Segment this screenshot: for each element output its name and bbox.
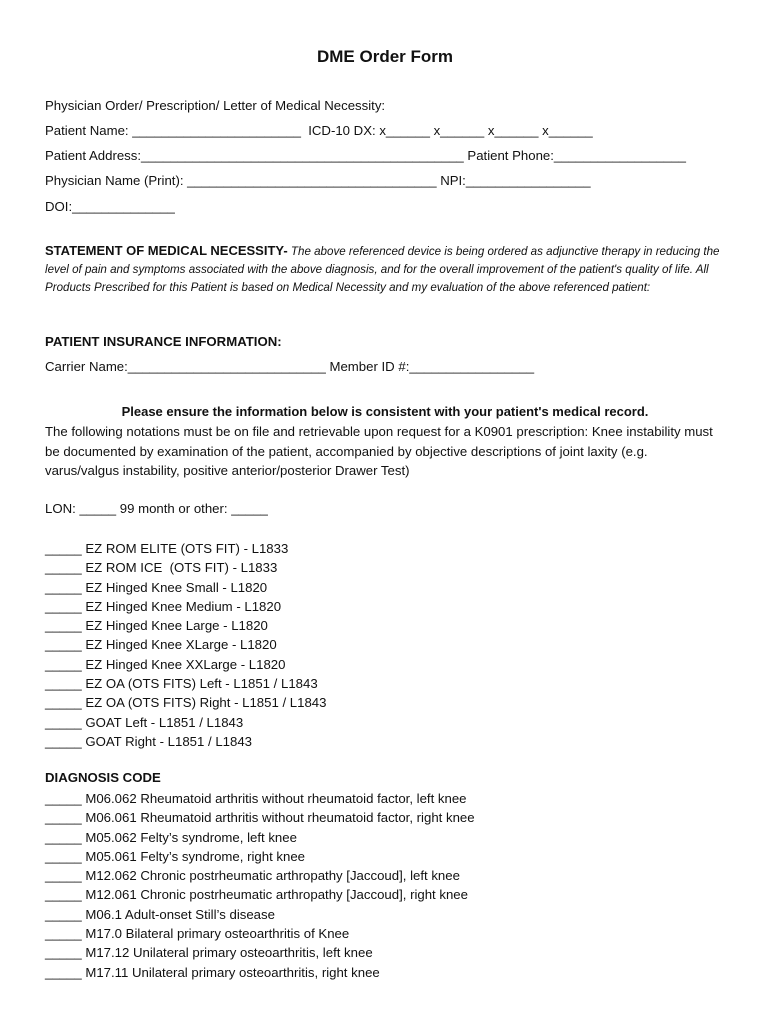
patient-address-line: Patient Address:____________________________________________ Patient Phone:__________________ bbox=[45, 148, 686, 163]
statement-of-medical-necessity bbox=[45, 242, 725, 297]
list-item: _____ M06.1 Adult-onset Still’s disease bbox=[45, 906, 275, 922]
list-item: _____ EZ OA (OTS FITS) Left - L1851 / L1843 bbox=[45, 676, 318, 692]
diagnosis-heading: DIAGNOSIS CODE bbox=[45, 770, 161, 785]
list-item: _____ EZ Hinged Knee XXLarge - L1820 bbox=[45, 656, 286, 672]
list-item: _____ EZ Hinged Knee Large - L1820 bbox=[45, 618, 268, 634]
list-item: _____ M17.0 Bilateral primary osteoarthritis of Knee bbox=[45, 926, 350, 942]
list-item: _____ EZ ROM ELITE (OTS FIT) - L1833 bbox=[45, 541, 289, 556]
list-item: _____ M05.062 Felty’s syndrome, left knee bbox=[45, 829, 297, 845]
list-item: _____ EZ Hinged Knee XLarge - L1820 bbox=[45, 637, 277, 653]
statement-body: The above referenced device is being ordered as adjunctive therapy in reducing the level of pain and symptoms associated with the above diagnosis, and for the overall improvement of the patient's quality of life. All Products Prescribed for this Patient is based on Medical Necessity and my evaluation of the above referenced patient: bbox=[45, 245, 720, 294]
list-item: _____ GOAT Right - L1851 / L1843 bbox=[45, 733, 252, 749]
list-item: _____ EZ OA (OTS FITS) Right - L1851 / L1843 bbox=[45, 695, 327, 711]
statement-heading: STATEMENT OF MEDICAL NECESSITY- bbox=[45, 243, 288, 258]
doi-line: DOI:______________ bbox=[45, 199, 175, 214]
list-item: _____ EZ Hinged Knee Small - L1820 bbox=[45, 579, 268, 595]
page-title: DME Order Form bbox=[316, 47, 454, 66]
patient-name-line: Patient Name: _______________________ ICD-10 DX: x______ x______ x______ x______ bbox=[45, 123, 593, 138]
order-line: Physician Order/ Prescription/ Letter of Medical Necessity: bbox=[45, 98, 386, 113]
list-item: _____ M05.061 Felty’s syndrome, right knee bbox=[45, 848, 305, 864]
diagnosis-list bbox=[45, 789, 475, 982]
list-item: _____ M17.12 Unilateral primary osteoarthritis, left knee bbox=[45, 945, 373, 961]
list-item: _____ M12.061 Chronic postrheumatic arthropathy [Jaccoud], right knee bbox=[45, 887, 468, 903]
lon-line: LON: _____ 99 month or other: _____ bbox=[45, 501, 268, 516]
list-item: _____ M06.062 Rheumatoid arthritis without rheumatoid factor, left knee bbox=[45, 791, 467, 806]
list-item: _____ M06.061 Rheumatoid arthritis without rheumatoid factor, right knee bbox=[45, 810, 475, 826]
list-item: _____ GOAT Left - L1851 / L1843 bbox=[45, 714, 244, 730]
notice-body: The following notations must be on file and retrievable upon request for a K0901 prescription: Knee instability must be documented by examination of the patient, accompanied by objective descriptions of joint laxity (e.g. varus/valgus instability, positive anterior/posterior Drawer Test) bbox=[45, 424, 713, 478]
list-item: _____ EZ Hinged Knee Medium - L1820 bbox=[45, 598, 282, 614]
product-list bbox=[45, 539, 326, 751]
insurance-heading: PATIENT INSURANCE INFORMATION: bbox=[45, 334, 282, 349]
notice-heading: Please ensure the information below is consistent with your patient's medical record. bbox=[121, 404, 649, 419]
list-item: _____ EZ ROM ICE (OTS FIT) - L1833 bbox=[45, 560, 278, 576]
physician-line: Physician Name (Print): __________________________________ NPI:_________________ bbox=[45, 173, 591, 188]
list-item: _____ M12.062 Chronic postrheumatic arthropathy [Jaccoud], left knee bbox=[45, 868, 460, 884]
list-item: _____ M17.11 Unilateral primary osteoarthritis, right knee bbox=[45, 964, 380, 980]
carrier-line: Carrier Name:___________________________ Member ID #:_________________ bbox=[45, 359, 535, 374]
